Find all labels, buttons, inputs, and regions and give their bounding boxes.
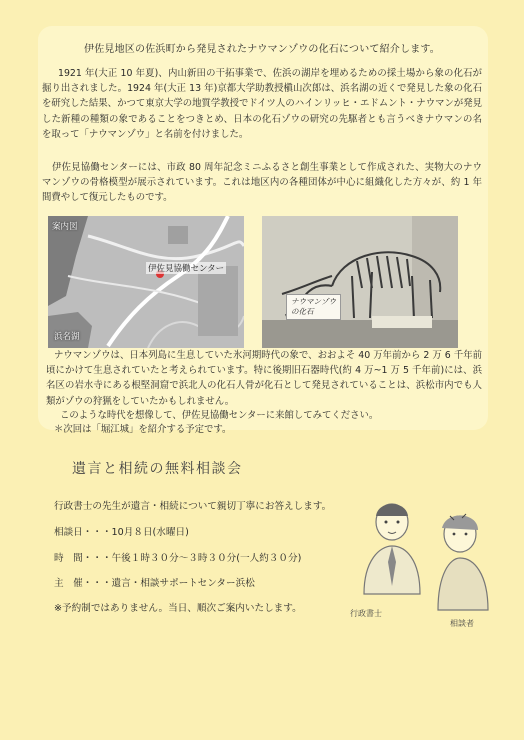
client-caption: 相談者 xyxy=(450,619,474,628)
map-center-label: 伊佐見協働センター xyxy=(148,264,225,274)
scrivener-caption: 行政書士 xyxy=(350,609,382,618)
location-map xyxy=(48,216,244,348)
intro-text: 伊佐見地区の佐浜町から発見されたナウマンゾウの化石について紹介します。 xyxy=(84,44,440,55)
consultation-time: 時 間・・・午後１時３０分～３時３０分(一人約３０分) xyxy=(54,553,302,564)
paragraph-naumann-era: ナウマンゾウは、日本列島に生息していた氷河期時代の象で、おおよそ 40 万年前から 2 万 6 千年前頃にかけて生息されていたと考えられています。特に後期旧石器時代(約 4 万~1 万 5 千年前)には、浜名区の岩水寺にある根堅洞窟で浜北人の化石人骨が化石として発見されていることは、浜松市内でも人類がゾウの狩猟をしていたかもしれません。 xyxy=(46,350,482,407)
consultation-host: 主 催・・・遺言・相談サポートセンター浜松 xyxy=(54,578,255,589)
map-lake-label: 浜名湖 xyxy=(54,332,80,342)
paragraph-invitation: このような時代を想像して、伊佐見協働センターに来館してみてください。 xyxy=(60,410,379,421)
consultation-date: 相談日・・・10月８日(水曜日) xyxy=(54,527,189,538)
map-graphic xyxy=(48,216,244,348)
map-corner-label: 案内図 xyxy=(52,222,78,232)
skeleton-graphic xyxy=(262,216,458,348)
skeleton-photo xyxy=(262,216,458,348)
consultation-title: 遺言と相続の無料相談会 xyxy=(72,461,243,477)
photo-caption-text: ナウマンゾウ の化石 xyxy=(291,297,336,316)
photo-caption xyxy=(286,294,341,320)
consultation-lead: 行政書士の先生が遺言・相続について親切丁寧にお答えします。 xyxy=(54,501,332,512)
paragraph-skeleton-model: 伊佐見協働センターには、市政 80 周年記念ミニふるさと創生事業として作成された、実物大のナウマンゾウの骨格模型が展示されています。これは地区内の各種団体が中心に組織化した方々が、約 1 年間費やして復元したものです。 xyxy=(42,162,482,204)
paragraph-discovery: 1921 年(大正 10 年夏)、内山新田の干拓事業で、佐浜の湖岸を埋めるための採土場から象の化石が掘り出されました。1924 年(大正 13 年)京都大学助教授槇山次郎は、浜名湖の近くで発見した象の化石を研究した結果、かつて東京大学の地質学教授でドイツ人のハインリッヒ・エドムント・ナウマンが発見した新種の種類の象であることをつきとめ、日本の化石ゾウの研究の先駆者とも言うべきナウマンの名を取って「ナウマンゾウ」と名前を付けました。 xyxy=(42,68,482,140)
next-issue-note: ＊次回は「堀江城」を紹介する予定です。 xyxy=(54,424,232,435)
consultation-note: ※予約制ではありません。当日、順次ご案内いたします。 xyxy=(54,603,302,614)
consultation-illustration xyxy=(350,490,500,630)
